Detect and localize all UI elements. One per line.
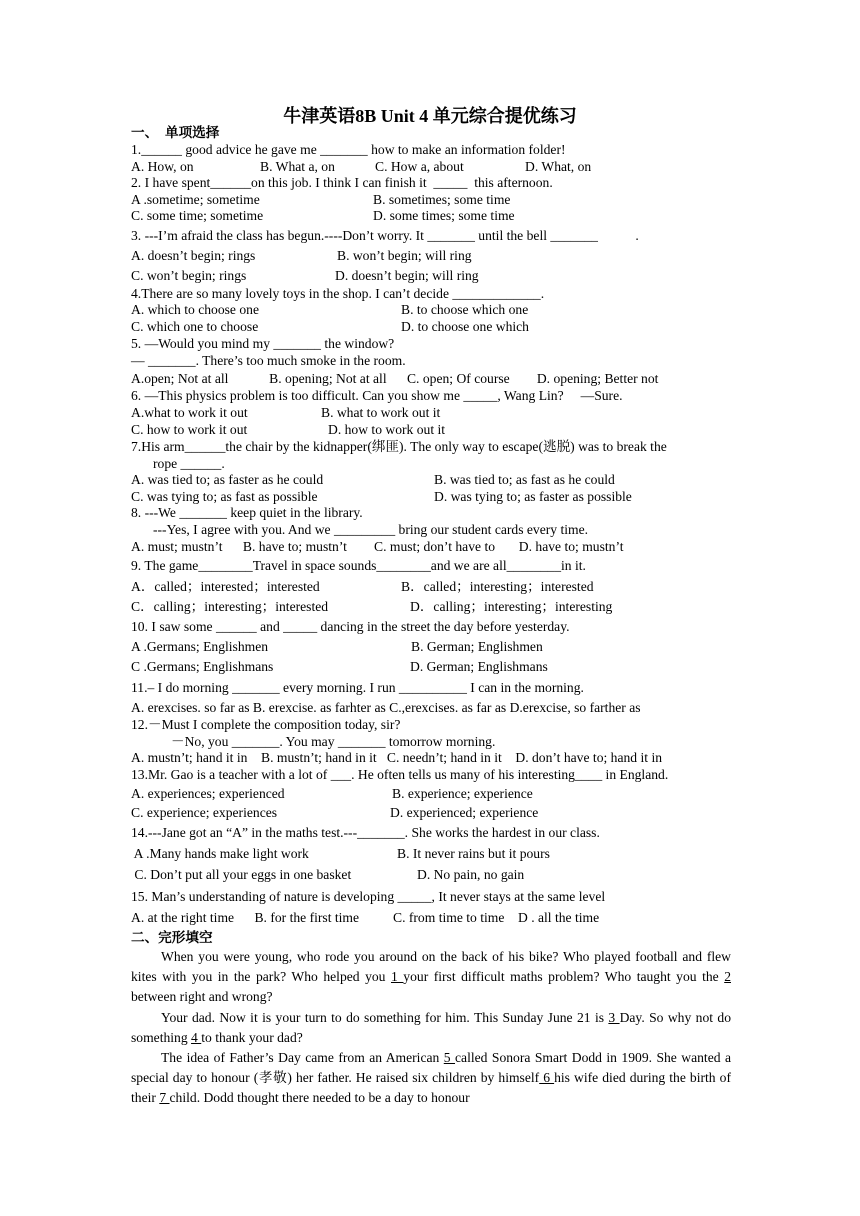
question-8-reply: ---Yes, I agree with you. And we _________ bring our student cards every time. bbox=[153, 522, 589, 537]
question-4: 4.There are so many lovely toys in the shop. I can’t decide _____________. bbox=[131, 286, 545, 301]
options-12: A. mustn’t; hand it in B. mustn’t; hand in it C. needn’t; hand in it D. don’t have to; hand it in bbox=[131, 750, 663, 765]
option-4b: B. to choose which one bbox=[401, 302, 529, 317]
option-13d: D. experienced; experience bbox=[390, 805, 539, 820]
option-7d: D. was tying to; as faster as possible bbox=[434, 489, 632, 504]
options-8: A. must; mustn’t B. have to; mustn’t C. must; don’t have to D. have to; mustn’t bbox=[131, 539, 624, 554]
options-15: A. at the right time B. for the first time C. from time to time D . all the time bbox=[131, 910, 600, 925]
option-4d: D. to choose one which bbox=[401, 319, 529, 334]
cloze-paragraph-3: The idea of Father’s Day came from an American 5 called Sonora Smart Dodd in 1909. She wanted a special day to honour (孝敬) her father. He raised six children by himself 6 his wife died during the birth of their 7 child. Dodd thought there needed to be a day to honour bbox=[131, 1050, 732, 1105]
question-7: 7.His arm______the chair by the kidnapper(绑匪). The only way to escape(逃脱) was to break the bbox=[131, 439, 667, 454]
option-2a: A .sometime; sometime bbox=[131, 192, 260, 207]
question-12-reply: －No, you _______. You may _______ tomorrow morning. bbox=[171, 734, 496, 749]
option-10a: A .Germans; Englishmen bbox=[131, 639, 269, 654]
option-1d: D. What, on bbox=[525, 159, 592, 174]
cloze-paragraph-1: When you were young, who rode you around on the back of his bike? Who played football and flew kites with you in the park? Who helped you 1 your first difficult maths problem? Who taught you the 2 between right and wrong? bbox=[131, 949, 731, 1004]
option-9d: D．calling；interesting；interesting bbox=[410, 599, 613, 614]
option-10b: B. German; Englishmen bbox=[411, 639, 543, 654]
option-13c: C. experience; experiences bbox=[131, 805, 278, 820]
option-4a: A. which to choose one bbox=[131, 302, 259, 317]
option-14d: D. No pain, no gain bbox=[417, 867, 525, 882]
question-5: 5. —Would you mind my _______ the window? bbox=[131, 336, 395, 351]
options-11: A. erexcises. so far as B. erexcise. as farhter as C.,erexcises. as far as D.erexcise, so farther as bbox=[131, 700, 641, 715]
blank-6: 6 bbox=[539, 1070, 555, 1085]
option-7b: B. was tied to; as fast as he could bbox=[434, 472, 615, 487]
page-title: 牛津英语8B Unit 4 单元综合提优练习 bbox=[283, 106, 577, 126]
cloze-paragraph-2: Your dad. Now it is your turn to do something for him. This Sunday June 21 is 3 Day. So why not do something 4 to thank your dad? bbox=[131, 1010, 731, 1045]
blank-1: 1 bbox=[390, 969, 404, 984]
option-10d: D. German; Englishmans bbox=[410, 659, 548, 674]
question-2: 2. I have spent______on this job. I think I can finish it _____ this afternoon. bbox=[131, 175, 553, 190]
question-6: 6. —This physics problem is too difficult. Can you show me _____, Wang Lin? —Sure. bbox=[131, 388, 623, 403]
option-6b: B. what to work out it bbox=[321, 405, 441, 420]
option-3a: A. doesn’t begin; rings bbox=[131, 248, 256, 263]
question-8: 8. ---We _______ keep quiet in the library. bbox=[131, 505, 363, 520]
question-12: 12.－Must I complete the composition today, sir? bbox=[131, 717, 401, 732]
question-14: 14.---Jane got an “A” in the maths test.---_______. She works the hardest in our class. bbox=[131, 825, 600, 840]
question-3: 3. ---I’m afraid the class has begun.----Don’t worry. It _______ until the bell _______ . bbox=[131, 228, 639, 243]
option-9a: A．called；interested；interested bbox=[131, 579, 320, 594]
question-7-cont: rope ______. bbox=[153, 456, 225, 471]
question-5-reply: — _______. There’s too much smoke in the room. bbox=[131, 353, 406, 368]
option-3d: D. doesn’t begin; will ring bbox=[335, 268, 479, 283]
question-1: 1.______ good advice he gave me _______ how to make an information folder! bbox=[131, 142, 566, 157]
question-13: 13.Mr. Gao is a teacher with a lot of ___. He often tells us many of his interesting____ in England. bbox=[131, 767, 669, 782]
option-6a: A.what to work it out bbox=[131, 405, 248, 420]
blank-3: 3 bbox=[608, 1010, 620, 1025]
option-1b: B. What a, on bbox=[260, 159, 335, 174]
options-5: A.open; Not at all B. opening; Not at all C. open; Of course D. opening; Better not bbox=[131, 371, 659, 386]
option-1c: C. How a, about bbox=[375, 159, 464, 174]
question-10: 10. I saw some ______ and _____ dancing in the street the day before yesterday. bbox=[131, 619, 570, 634]
option-2b: B. sometimes; some time bbox=[373, 192, 511, 207]
blank-2: 2 bbox=[724, 969, 731, 984]
question-11: 11.– I do morning _______ every morning. I run __________ I can in the morning. bbox=[131, 680, 584, 695]
blank-4: 4 bbox=[191, 1030, 202, 1045]
option-2c: C. some time; sometime bbox=[131, 208, 264, 223]
option-7c: C. was tying to; as fast as possible bbox=[131, 489, 318, 504]
option-6c: C. how to work it out bbox=[131, 422, 248, 437]
section-heading-multiple-choice: 一、 单项选择 bbox=[131, 125, 220, 140]
option-9b: B．called；interesting；interested bbox=[401, 579, 594, 594]
option-14a: A .Many hands make light work bbox=[131, 846, 309, 861]
option-3c: C. won’t begin; rings bbox=[131, 268, 247, 283]
option-7a: A. was tied to; as faster as he could bbox=[131, 472, 324, 487]
option-1a: A. How, on bbox=[131, 159, 194, 174]
option-14b: B. It never rains but it pours bbox=[397, 846, 550, 861]
question-9: 9. The game________Travel in space sounds________and we are all________in it. bbox=[131, 558, 586, 573]
section-heading-cloze: 二、完形填空 bbox=[131, 930, 213, 945]
option-2d: D. some times; some time bbox=[373, 208, 515, 223]
option-3b: B. won’t begin; will ring bbox=[337, 248, 472, 263]
option-13b: B. experience; experience bbox=[392, 786, 533, 801]
option-4c: C. which one to choose bbox=[131, 319, 259, 334]
blank-7: 7 bbox=[159, 1090, 170, 1105]
option-6d: D. how to work out it bbox=[328, 422, 446, 437]
blank-5: 5 bbox=[443, 1050, 456, 1065]
question-15: 15. Man’s understanding of nature is developing _____, It never stays at the same level bbox=[131, 889, 606, 904]
option-10c: C .Germans; Englishmans bbox=[131, 659, 274, 674]
option-13a: A. experiences; experienced bbox=[131, 786, 285, 801]
option-9c: C．calling；interesting；interested bbox=[131, 599, 329, 614]
option-14c: C. Don’t put all your eggs in one basket bbox=[131, 867, 352, 882]
